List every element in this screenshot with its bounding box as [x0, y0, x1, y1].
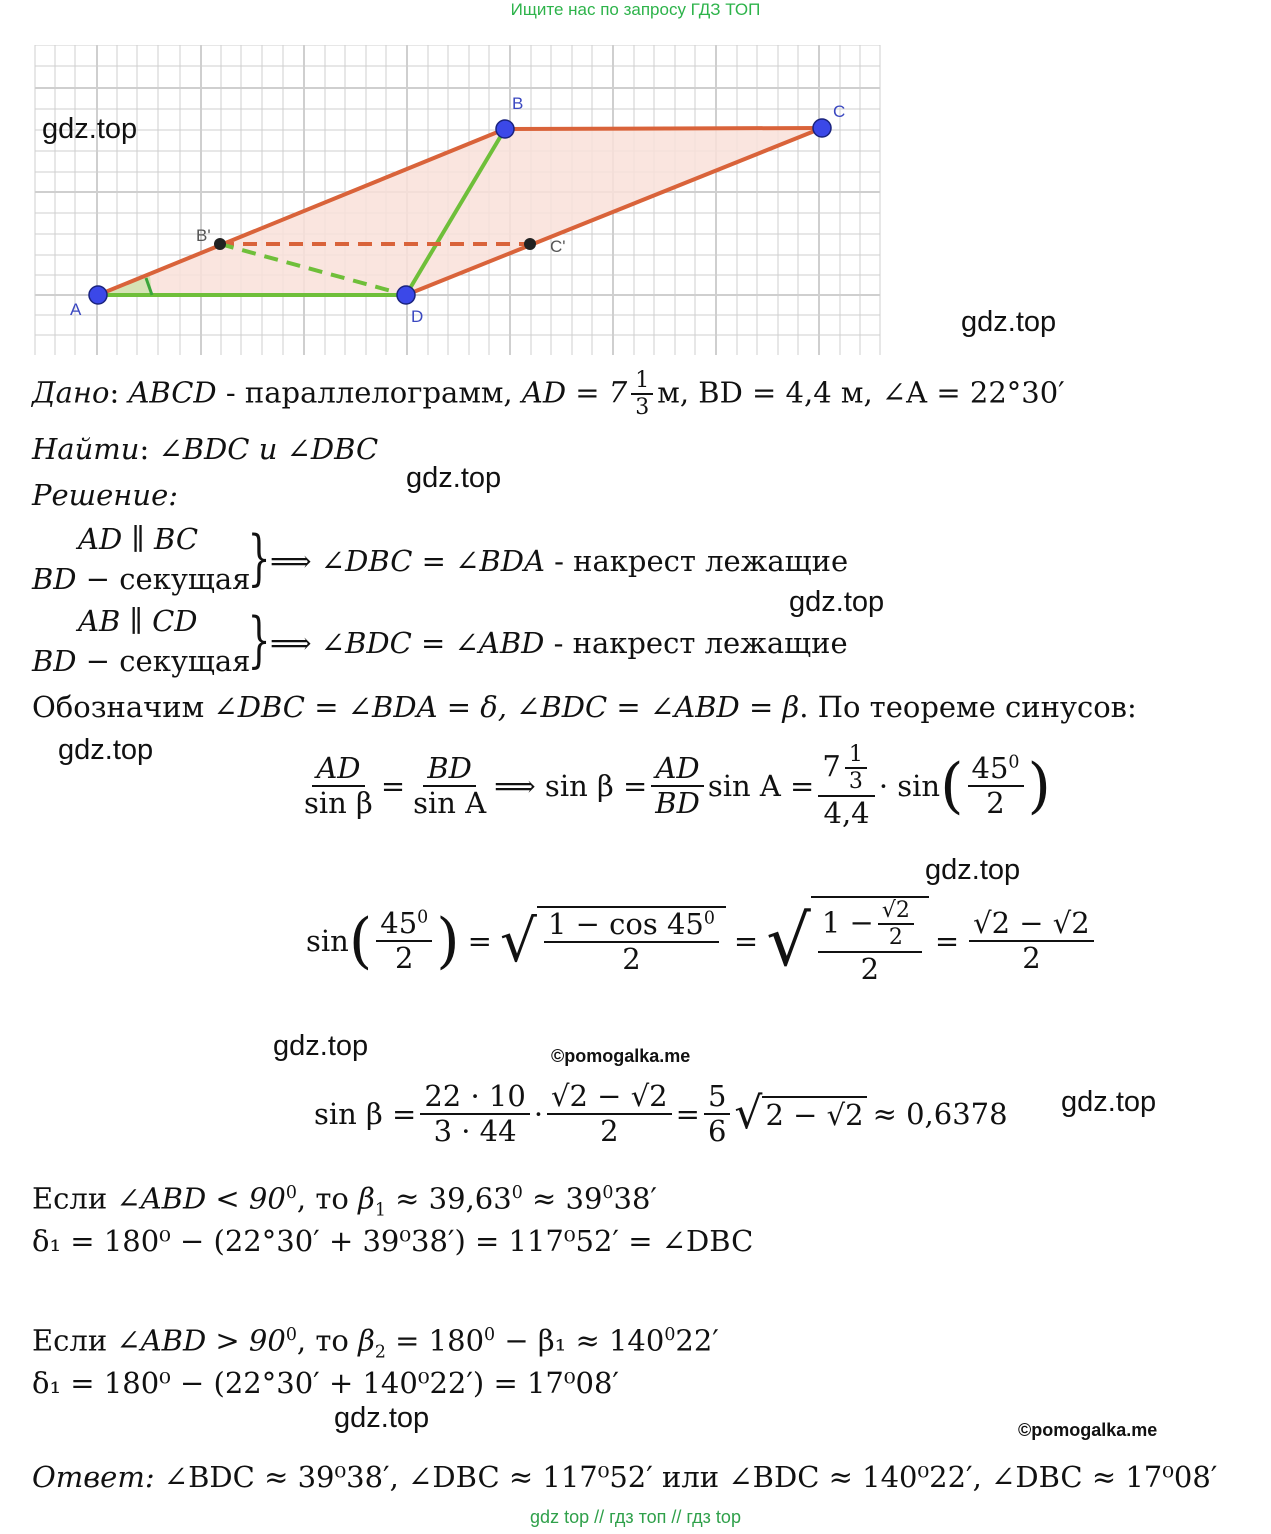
system1-line2: BD − секущая: [32, 562, 251, 596]
system2-line1: AB ∥ CD: [78, 604, 198, 638]
label-b: B: [512, 94, 524, 113]
system2-line2: BD − секущая: [32, 644, 251, 678]
parallelogram-fill: [98, 128, 822, 295]
label-d: D: [411, 307, 424, 326]
given-line: Дано: ABCD - параллелограмм, AD = 7 $\frac{1}{3}$ м, BD = 4,4 м, ∠A = 22°30′: [32, 368, 1065, 421]
case2-line: Если ∠ABD > $90^0$, то $\beta_2 = 180^0 - \beta_1 \approx 140^022'$: [32, 1323, 719, 1363]
system1-result: ⟹ ∠DBC = ∠BDA - накрест лежащие: [270, 544, 849, 578]
equation-sine-law: $\frac{AD}{\text{sin β}}$ = $\frac{BD}{\text{sin A}}$ ⟹ sin β = $\frac{AD}{BD}$ sin A = 7 $\frac{1}{3}$ 4,4 · sin ( $\frac{45^0}{2}$ ): [304, 742, 1051, 830]
system2-result: ⟹ ∠BDC = ∠ABD - накрест лежащие: [270, 626, 848, 660]
watermark: gdz.top: [1061, 1086, 1157, 1118]
label-a: A: [70, 300, 82, 319]
point-c: [813, 119, 831, 137]
system1-brace: }: [247, 523, 271, 593]
system2-brace: }: [247, 605, 271, 675]
footer-links[interactable]: gdz top // гдз топ // гдз top: [530, 1507, 741, 1527]
point-c1: [524, 238, 536, 250]
point-b: [496, 120, 514, 138]
pomogalka-mark: ©pomogalka.me: [551, 1046, 691, 1066]
watermark: gdz.top: [789, 586, 885, 618]
find-line: Найти: ∠BDC и ∠DBC: [32, 432, 379, 466]
case2-delta: δ₁ = 180⁰ − (22°30′ + 140⁰22′) = 17⁰08′: [32, 1366, 619, 1400]
watermark: gdz.top: [406, 462, 502, 494]
point-b1: [214, 238, 226, 250]
solution-label: Решение:: [32, 478, 179, 512]
pomogalka-mark: ©pomogalka.me: [1018, 1420, 1158, 1440]
parallelogram-figure: [30, 45, 890, 360]
watermark: gdz.top: [42, 113, 138, 145]
case1-delta: δ₁ = 180⁰ − (22°30′ + 39⁰38′) = 117⁰52′ = ∠DBC: [32, 1224, 754, 1258]
point-a: [89, 286, 107, 304]
label-c: C: [833, 102, 846, 121]
notation-line: Обозначим ∠DBC = ∠BDA = δ, ∠BDC = ∠ABD = β. По теореме синусов:: [32, 690, 1137, 724]
label-c1: C': [550, 237, 566, 256]
watermark: gdz.top: [961, 306, 1057, 338]
equation-half-angle: sin ( $\frac{45^0}{2}$ ) = √ $\frac{1 - \cos 45^0}{2}$ = √ 1 − $\frac{√2}{2}$ 2 = $\frac{√2 - √2}{2}$: [306, 896, 1098, 986]
case1-line: Если ∠ABD < $90^0$, то $\beta_1 \approx 39,63^0 \approx 39^038'$: [32, 1181, 657, 1221]
watermark: gdz.top: [58, 734, 154, 766]
point-d: [397, 286, 415, 304]
watermark: gdz.top: [334, 1402, 430, 1434]
answer-line: Ответ: ∠BDC ≈ 39⁰38′, ∠DBC ≈ 117⁰52′ или ∠BDC ≈ 140⁰22′, ∠DBC ≈ 17⁰08′: [32, 1460, 1218, 1494]
top-banner[interactable]: Ищите нас по запросу ГДЗ ТОП: [510, 0, 761, 19]
label-b1: B': [196, 226, 211, 245]
edge-bc: [505, 128, 822, 129]
watermark: gdz.top: [925, 854, 1021, 886]
system1-line1: AD ∥ BC: [78, 522, 199, 556]
equation-sin-beta: sin β = $\frac{22 \cdot 10}{3 \cdot 44}$ · $\frac{√2 - √2}{2}$ = $\frac{5}{6}$ √ 2 − √2 ≈ 0,6378: [314, 1079, 1008, 1149]
watermark: gdz.top: [273, 1030, 369, 1062]
